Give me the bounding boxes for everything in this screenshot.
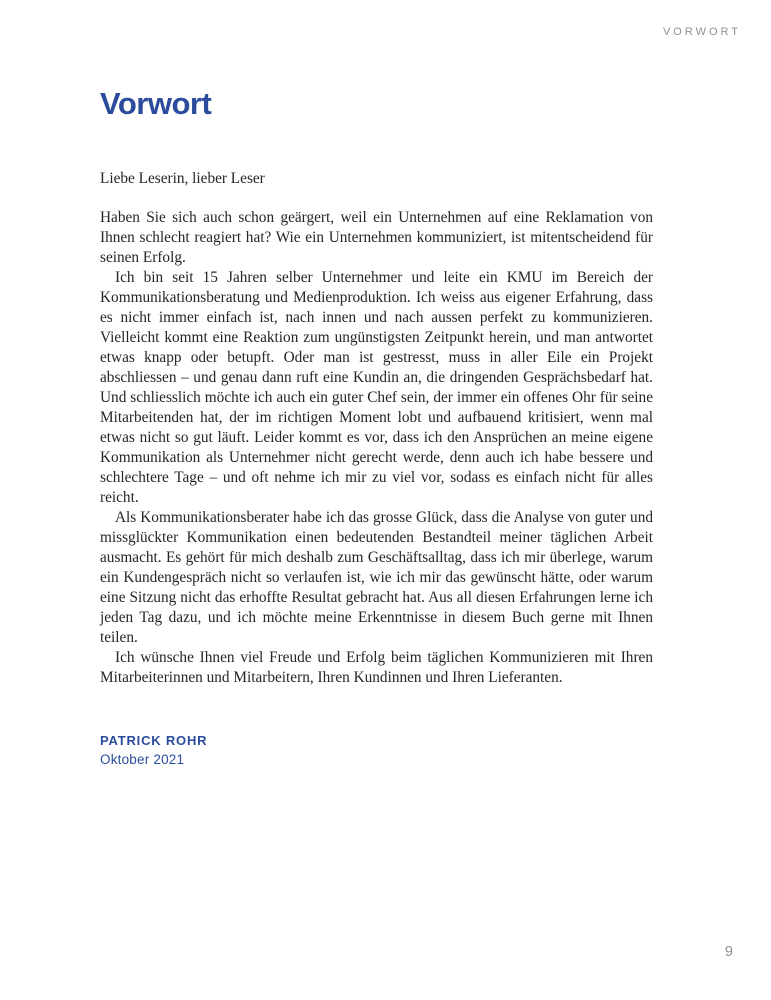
page-number: 9 <box>724 944 733 960</box>
page-title: Vorwort <box>100 86 212 121</box>
salutation: Liebe Leserin, lieber Leser <box>100 170 265 187</box>
paragraph-wish: Ich wünsche Ihnen viel Freude und Erfolg beim täglichen Kommunizieren mit Ihren Mitarbeiterinnen und Mitarbeitern, Ihren Kundinnen und Ihren Lieferanten. <box>100 649 653 686</box>
signature-block <box>100 733 207 767</box>
signature-date: Oktober 2021 <box>100 752 185 767</box>
body-text <box>100 208 653 688</box>
running-header: VORWORT <box>662 26 741 38</box>
paragraph-experience: Ich bin seit 15 Jahren selber Unternehmer und leite ein KMU im Bereich der Kommunikationsberatung und Medienproduktion. Ich weiss aus eigener Erfahrung, dass es nicht immer einfach ist, nach innen und nach aussen perfekt zu kommunizieren. Vielleicht kommt eine Reaktion zum ungünstigsten Zeitpunkt herein, und man antwortet etwas knapp oder betupft. Oder man ist gestresst, muss in aller Eile ein Projekt abschliessen – und genau dann ruft eine Kundin an, die dringenden Gesprächsbedarf hat. Und schliesslich möchte ich auch ein guter Chef sein, der immer ein offenes Ohr für seine Mitarbeitenden hat, der im richtigen Moment lobt und aufbauend kritisiert, wenn mal etwas nicht so gut läuft. Leider kommt es vor, dass ich den Ansprüchen an meine eigene Kommunikation als Unternehmer nicht gerecht werde, denn auch ich habe bessere und schlechtere Tage – und oft nehme ich mir zu viel vor, sodass es einfach nicht für alles reicht. <box>100 269 653 506</box>
paragraph-intro: Haben Sie sich auch schon geärgert, weil ein Unternehmen auf eine Reklamation von Ihnen schlecht reagiert hat? Wie ein Unternehmen kommuniziert, ist mitentscheidend für seinen Erfolg. <box>100 209 653 266</box>
author-name: PATRICK ROHR <box>100 733 208 748</box>
paragraph-analysis: Als Kommunikationsberater habe ich das grosse Glück, dass die Analyse von guter und missglückter Kommunikation einen bedeutenden Bestandteil meiner täglichen Arbeit ausmacht. Es gehört für mich deshalb zum Geschäftsalltag, dass ich mir überlege, warum ein Kundengespräch nicht so verlaufen ist, wie ich mir das gewünscht hätte, oder warum eine Sitzung nicht das erhoffte Resultat gebracht hat. Aus all diesen Erfahrungen lerne ich jeden Tag dazu, und ich möchte meine Erkenntnisse in diesem Buch gerne mit Ihnen teilen. <box>100 509 653 646</box>
